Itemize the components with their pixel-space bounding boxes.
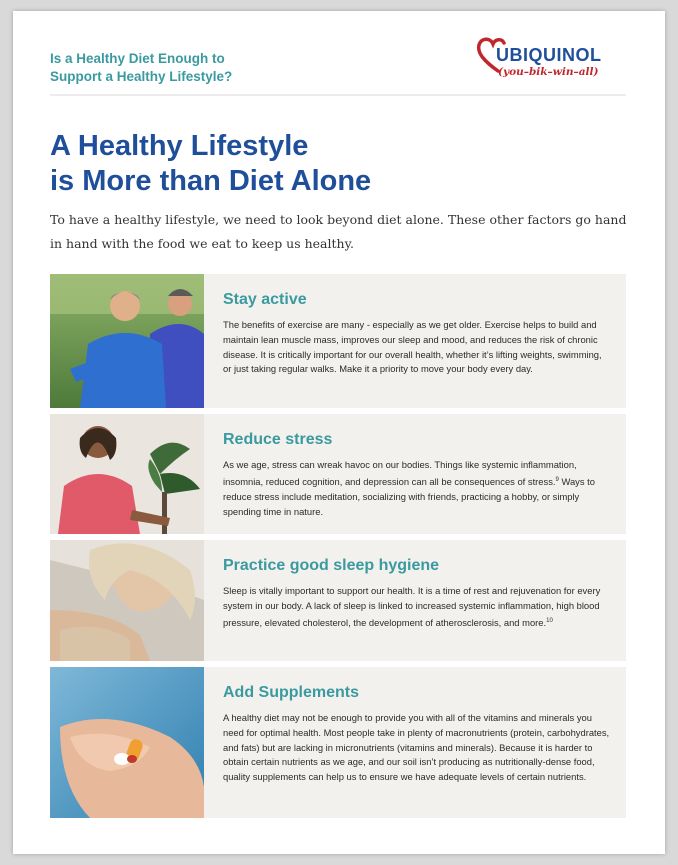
footnote-ref-10: 10 xyxy=(546,617,553,624)
logo-wordmark: UBIQUINOL xyxy=(496,45,602,65)
stay-active-text: The benefits of exercise are many - especially as we get older. Exercise helps to build and maintain lean muscle mass, improves our sleep and mood, and reduces the risk of chronic disease. It is critically important for our overall health, whether it’s lifting weights, swimming, or just taking regular walks. Make it a priority to move your body every day. xyxy=(223,319,602,375)
reduce-stress-text-part-2: Ways to reduce stress include meditation, socializing with friends, practicing a hobby, or simply spending time in nature. xyxy=(223,475,595,517)
title-line-2: is More than Diet Alone xyxy=(50,165,372,197)
page-title xyxy=(50,129,371,199)
reduce-stress-body xyxy=(223,430,612,519)
sleep-hygiene-text xyxy=(223,584,612,631)
footnote-ref-9: 9 xyxy=(555,476,559,483)
sleep-hygiene-heading: Practice good sleep hygiene xyxy=(223,557,440,574)
supplements-in-hand-photo xyxy=(50,667,204,818)
ubiquinol-logo xyxy=(476,35,626,95)
sleeping-woman-photo xyxy=(50,540,204,661)
title-line-1: A Healthy Lifestyle xyxy=(50,130,309,162)
kicker-line-2: Support a Healthy Lifestyle? xyxy=(50,69,233,84)
stay-active-heading: Stay active xyxy=(223,291,307,308)
stay-active-body xyxy=(223,290,612,377)
add-supplements-heading: Add Supplements xyxy=(223,684,360,701)
add-supplements-text: A healthy diet may not be enough to provide you with all of the vitamins and minerals you need for optimal health. Most people take in plenty of macronutrients (protein, carbohydrates, and fats) but are lacking in micronutrients (vitamins and minerals). Because it is harder to obtain certain nutrients as we age, and our soil isn’t producing as nutritionally-dense food, quality supplements can help us to ensure we have adequate levels of certain nutrients. xyxy=(223,712,610,783)
reduce-stress-text-part-1: As we age, stress can wreak havoc on our bodies. Things like systemic inflammation, insomnia, reduced cognition, and depression can all be consequences of stress. xyxy=(223,459,577,487)
section-stay-active xyxy=(50,274,626,408)
logo-pronunciation: (you–bik–win–all) xyxy=(498,66,599,78)
reduce-stress-text xyxy=(223,458,612,519)
section-sleep-hygiene xyxy=(50,540,626,661)
meditation-photo xyxy=(50,414,204,534)
section-add-supplements xyxy=(50,667,626,818)
active-couple-photo xyxy=(50,274,204,408)
header-divider xyxy=(50,94,626,96)
section-reduce-stress xyxy=(50,414,626,534)
header-kicker xyxy=(50,50,350,86)
kicker-line-1: Is a Healthy Diet Enough to xyxy=(50,51,225,66)
sleep-hygiene-body xyxy=(223,556,612,631)
add-supplements-body xyxy=(223,683,612,785)
intro-paragraph: To have a healthy lifestyle, we need to look beyond diet alone. These other factors go hand in hand with the food we eat to keep us healthy. xyxy=(50,212,627,251)
document-page xyxy=(13,11,665,854)
reduce-stress-heading: Reduce stress xyxy=(223,431,333,448)
page-header xyxy=(50,45,626,96)
sleep-hygiene-text-part-1: Sleep is vitally important to support our health. It is a time of rest and rejuvenation for every system in our body. A lack of sleep is linked to increased systemic inflammation, high blood pressure, elevated cholesterol, the development of atherosclerosis, and more. xyxy=(223,585,601,628)
